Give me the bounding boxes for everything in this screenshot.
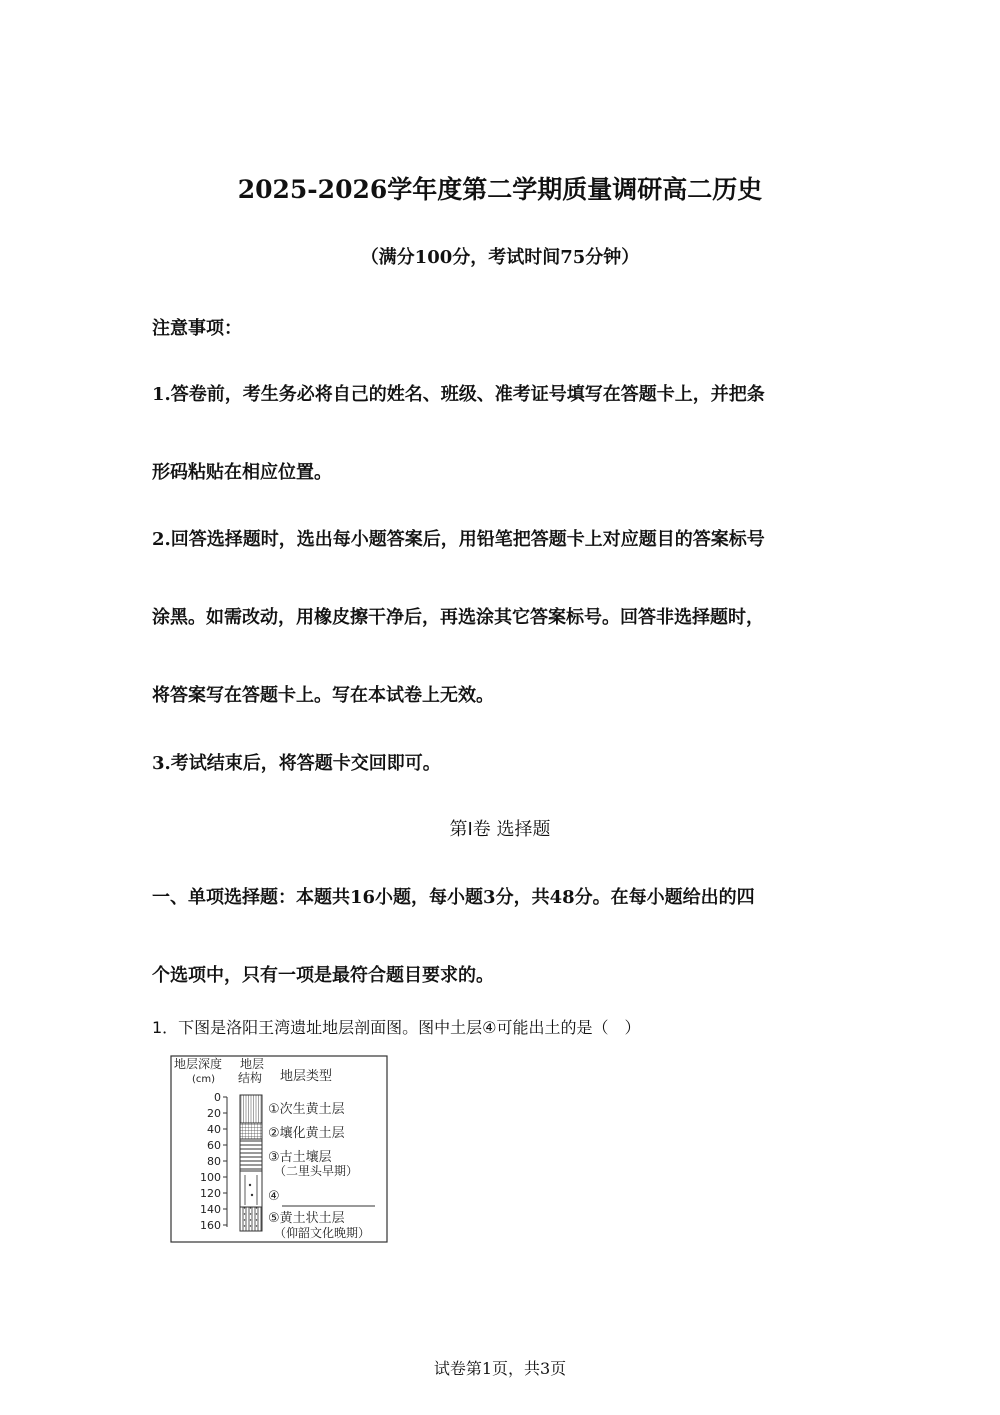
notice-line-1: 1.答卷前，考生务必将自己的姓名、班级、准考证号填写在答题卡上，并把条 xyxy=(152,384,765,405)
layer-2-label: ②壤化黄土层 xyxy=(268,1126,345,1141)
stratigraphic-column xyxy=(240,1095,262,1231)
notice-line-3: 2.回答选择题时，选出每小题答案后，用铅笔把答题卡上对应题目的答案标号 xyxy=(152,529,765,550)
question-1-stem: 1．下图是洛阳王湾遗址地层剖面图。图中土层④可能出土的是（ ） xyxy=(152,1018,641,1037)
exam-info: （满分100分，考试时间75分钟） xyxy=(360,247,640,268)
layer-1-label: ①次生黄土层 xyxy=(268,1102,345,1117)
layer-3-block xyxy=(240,1139,262,1171)
notice-line-6: 3.考试结束后，将答题卡交回即可。 xyxy=(152,753,441,774)
layer-2-block xyxy=(240,1123,262,1139)
depth-header: 地层深度 xyxy=(174,1057,223,1071)
stratigraphy-figure xyxy=(170,1055,390,1245)
notice-line-5: 将答案写在答题卡上。写在本试卷上无效。 xyxy=(152,685,494,706)
svg-text:160: 160 xyxy=(200,1219,221,1232)
svg-text:120: 120 xyxy=(200,1187,221,1200)
structure-header-2: 结构 xyxy=(238,1071,263,1085)
layer-1-block xyxy=(240,1095,262,1123)
part-one-line-2: 个选项中，只有一项是最符合题目要求的。 xyxy=(152,965,494,986)
type-header: 地层类型 xyxy=(280,1069,333,1084)
notice-heading: 注意事项： xyxy=(152,318,242,339)
layer-3-note: （二里头早期） xyxy=(274,1164,359,1178)
svg-text:100: 100 xyxy=(200,1171,221,1184)
page-title: 2025-2026学年度第二学期质量调研高二历史 xyxy=(237,175,763,204)
svg-text:140: 140 xyxy=(200,1203,221,1216)
depth-unit: (cm) xyxy=(192,1074,216,1085)
notice-line-4: 涂黑。如需改动，用橡皮擦干净后，再选涂其它答案标号。回答非选择题时， xyxy=(152,607,764,628)
layer-5-note: （仰韶文化晚期） xyxy=(274,1226,371,1240)
layer-3-label: ③古土壤层 xyxy=(268,1150,332,1165)
layer-5-label: ⑤黄土状土层 xyxy=(268,1211,345,1226)
part-one-line-1: 一、单项选择题：本题共16小题，每小题3分，共48分。在每小题给出的四 xyxy=(152,887,755,908)
svg-text:80: 80 xyxy=(207,1155,221,1168)
layer-5-block xyxy=(240,1207,262,1231)
page-footer: 试卷第1页，共3页 xyxy=(433,1359,567,1378)
svg-text:0: 0 xyxy=(214,1091,221,1104)
svg-text:60: 60 xyxy=(207,1139,221,1152)
section-title: 第Ⅰ卷 选择题 xyxy=(449,819,551,840)
layer-4-label: ④ xyxy=(268,1189,280,1204)
notice-line-2: 形码粘贴在相应位置。 xyxy=(152,462,332,483)
layer-4-block xyxy=(240,1171,262,1207)
svg-text:20: 20 xyxy=(207,1107,221,1120)
structure-header-1: 地层 xyxy=(240,1057,265,1071)
svg-text:40: 40 xyxy=(207,1123,221,1136)
